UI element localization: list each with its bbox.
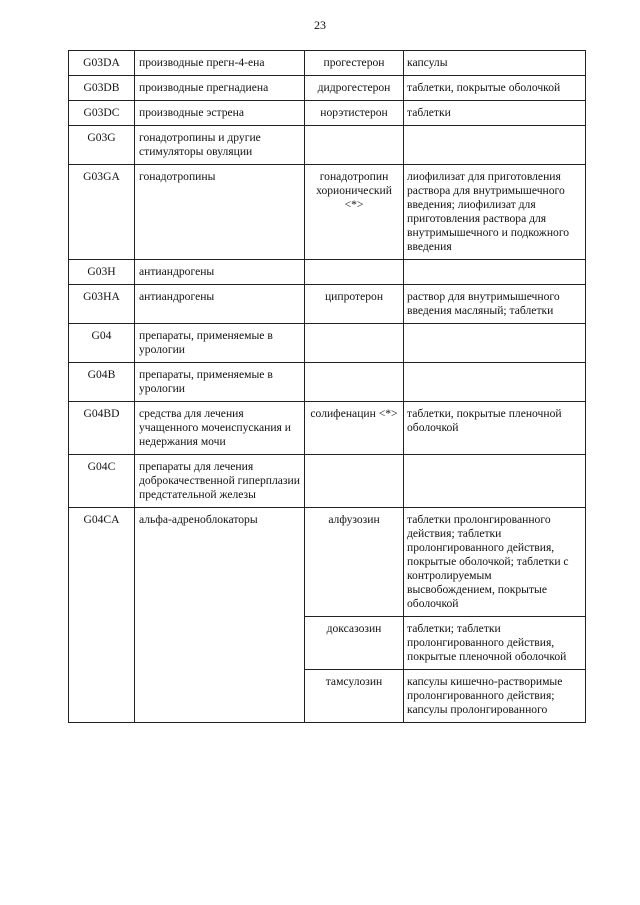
page-number: 23 xyxy=(314,18,326,32)
substance-cell: прогестерон xyxy=(305,51,404,76)
dosage-form-cell: таблетки пролонгированного действия; таблетки пролонгированного действия, покрытые оболочкой; таблетки с контролируемым высвобождением, покрытые оболочкой xyxy=(404,508,586,617)
dosage-form-cell xyxy=(404,363,586,402)
atc-group-cell: гонадотропины и другие стимуляторы овуляции xyxy=(135,126,305,165)
substance-cell: ципротерон xyxy=(305,285,404,324)
atc-group-cell: производные эстрена xyxy=(135,101,305,126)
substance-cell: алфузозин xyxy=(305,508,404,617)
substance-cell xyxy=(305,363,404,402)
atc-code-cell: G04CA xyxy=(69,508,135,723)
dosage-form-cell xyxy=(404,260,586,285)
atc-code-cell: G03DB xyxy=(69,76,135,101)
atc-group-cell: средства для лечения учащенного мочеиспускания и недержания мочи xyxy=(135,402,305,455)
dosage-form-cell: таблетки, покрытые оболочкой xyxy=(404,76,586,101)
atc-code-cell: G04BD xyxy=(69,402,135,455)
dosage-form-cell: таблетки, покрытые пленочной оболочкой xyxy=(404,402,586,455)
table-row xyxy=(69,126,586,165)
atc-group-cell: гонадотропины xyxy=(135,165,305,260)
dosage-form-cell xyxy=(404,324,586,363)
atc-code-cell: G03HA xyxy=(69,285,135,324)
dosage-form-cell xyxy=(404,455,586,508)
atc-code-cell: G03H xyxy=(69,260,135,285)
table-row xyxy=(69,101,586,126)
substance-cell xyxy=(305,260,404,285)
dosage-form-cell: лиофилизат для приготовления раствора для внутримышечного введения; лиофилизат для приготовления раствора для внутримышечного и подкожного введения xyxy=(404,165,586,260)
table-row xyxy=(69,402,586,455)
atc-group-cell: антиандрогены xyxy=(135,285,305,324)
dosage-form-cell: таблетки; таблетки пролонгированного действия, покрытые пленочной оболочкой xyxy=(404,617,586,670)
dosage-form-cell xyxy=(404,126,586,165)
substance-cell: дидрогестерон xyxy=(305,76,404,101)
substance-cell: тамсулозин xyxy=(305,670,404,723)
atc-code-cell: G03G xyxy=(69,126,135,165)
atc-code-cell: G03DA xyxy=(69,51,135,76)
atc-code-cell: G03GA xyxy=(69,165,135,260)
substance-cell: доксазозин xyxy=(305,617,404,670)
table-row xyxy=(69,363,586,402)
substance-cell: солифенацин <*> xyxy=(305,402,404,455)
dosage-form-cell: таблетки xyxy=(404,101,586,126)
atc-code-cell: G04 xyxy=(69,324,135,363)
atc-group-cell: производные прегнадиена xyxy=(135,76,305,101)
dosage-form-cell: капсулы xyxy=(404,51,586,76)
table-row xyxy=(69,51,586,76)
atc-group-cell: антиандрогены xyxy=(135,260,305,285)
substance-cell xyxy=(305,455,404,508)
substance-cell xyxy=(305,324,404,363)
atc-code-cell: G04C xyxy=(69,455,135,508)
dosage-form-cell: капсулы кишечно-растворимые пролонгированного действия; капсулы пролонгированного xyxy=(404,670,586,723)
atc-group-cell: препараты, применяемые в урологии xyxy=(135,363,305,402)
atc-group-cell: препараты для лечения доброкачественной гиперплазии предстательной железы xyxy=(135,455,305,508)
atc-group-cell: альфа-адреноблокаторы xyxy=(135,508,305,723)
table-row xyxy=(69,285,586,324)
substance-cell: норэтистерон xyxy=(305,101,404,126)
dosage-form-cell: раствор для внутримышечного введения масляный; таблетки xyxy=(404,285,586,324)
table-row xyxy=(69,508,586,617)
atc-code-cell: G03DC xyxy=(69,101,135,126)
table-row xyxy=(69,260,586,285)
table-row xyxy=(69,455,586,508)
table-row xyxy=(69,324,586,363)
drug-table xyxy=(68,50,586,723)
substance-cell xyxy=(305,126,404,165)
table-row xyxy=(69,165,586,260)
atc-group-cell: производные прегн-4-ена xyxy=(135,51,305,76)
substance-cell: гонадотропин хорионический <*> xyxy=(305,165,404,260)
atc-group-cell: препараты, применяемые в урологии xyxy=(135,324,305,363)
table-row xyxy=(69,76,586,101)
atc-code-cell: G04B xyxy=(69,363,135,402)
